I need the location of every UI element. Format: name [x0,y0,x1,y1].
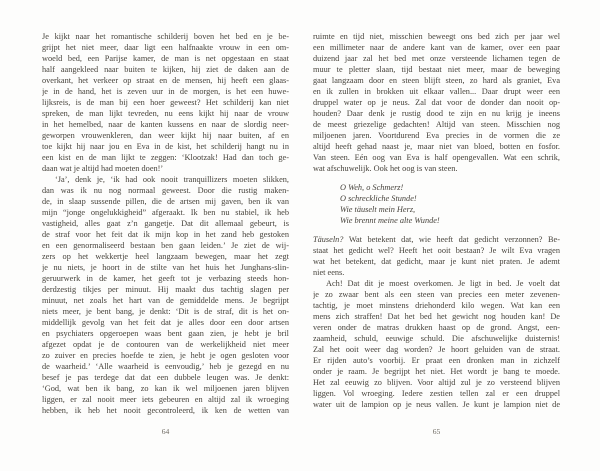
text-line: toe kijkt hij naar jou en Eva in de kist, het schilderij hangt nu in [42,142,289,151]
text-line: je zo zwaar bent als een steen van precies een meter zevenen- [313,290,560,299]
text-line: de waarheid.’ ‘Alle waarheid is eenvoudig,’ heb je gezegd en nu [42,362,289,371]
text-line: grijpt het niet meer, daar ligt een halfnaakte vrouw in een om- [42,43,289,52]
text-line: de meest griezelige gedachten! Altijd van steen. Misschien nog [313,120,560,129]
text-line: water uit de lampion op je neus vallen. Je kunt je lampion niet de [313,400,560,409]
text-line: mijn “jonge ongelukkigheid” afgeraakt. Ik ben nu stabiel, ik heb [42,208,289,217]
text-line: de straf voor het feit dat ik mijn kop in het zand heb gestoken [42,230,289,239]
text-line: mens zich straffen! Dat het bed het gewicht nog houden kan! De [313,312,560,321]
verse-line: Wie brennt meine alte Wunde! [340,216,440,225]
text-line: houden? Daar denk je rustig dood te zijn en nu krijg je ineens [313,109,560,118]
text-line: vastigheid, alles gaat z’n gangetje. Dat dit allemaal gebeurt, is [42,219,289,228]
text-line: in het hemelbed, naar de kanten kussens en naar de slordig neer- [42,120,289,129]
text-line: gaat langzaam door en steen blijft steen, zo hard als graniet, Eva [313,76,560,85]
text-line: spreken, de man lijkt tevreden, nu eens kijkt hij naar de vrouw [42,109,289,118]
text-line: Täuseln? Wat betekent dat, wie heeft dat gedicht verzonnen? Be- [313,235,560,244]
text-line: geworpen vrouwenkleren, dan weer kijkt hij naar buiten, af en [42,131,289,140]
text-line: afgezet opdat je de contouren van de werkelijkheid niet meer [42,340,289,349]
text-line: een kist en de man lijkt te zeggen: ‘Klootzak! Had dan toch ge- [42,153,289,162]
text-line: zo zuiver en precies hoefde te zien, je hebt je ogen gesloten voor [42,351,289,360]
text-line: middellijk gevolg van het feit dat je alles door een door artsen [42,318,289,327]
text-line: daan wat je altijd had moeten doen!’ [42,164,164,173]
text-line: ruimte en tijd niet, misschien beweegt ons bed zich per jaar wel [313,32,560,41]
verse-line: O Weh, o Schmerz! [340,183,404,192]
left-page-text [42,31,289,416]
text-line: niets meer, je bent bang, je denkt: ‘Dit is de straf, dit is het on- [42,307,289,316]
text-line: wat afschuwelijk. Ook het oog is van steen. [313,164,458,173]
text-line: veren onder de matras drukken haast op de grond. Angst, een- [313,323,560,332]
text-line: besef je pas terdege dat dat een dubbele leugen was. Je denkt: [42,373,289,382]
text-line: Het zal eeuwig zo blijven. Voor altijd zul je zo versteend blijven [313,378,560,387]
text-line: en ik zullen in brokken uit elkaar vallen... Daar drupt weer een [313,87,560,96]
text-line: zers op het wekkertje heel langzaam bewegen, maar het zegt [42,252,289,261]
text-line: liggen, er zal nooit meer iets gebeuren en altijd zal ik wroeging [42,395,289,404]
text-line: en een genormaliseerd bestaan ben gaan leiden.’ Je ziet de wij- [42,241,289,250]
text-line: een millimeter naar de andere kant van de kamer, over een paar [313,43,560,52]
verse-line: Wie täuselt mein Herz, [340,205,416,214]
right-page-text [313,31,560,410]
right-page-number: 65 [432,427,441,436]
text-line: minuut, net zoals het hart van de gemiddelde mens. Je begrijpt [42,296,289,305]
text-line: niet eens. [313,268,345,277]
text-line: Er rijden auto’s voorbij. Er praat een dronken man in zichzelf [313,356,560,365]
text-line: staat het gedicht wel? Heeft het ooit bestaan? Je wilt Eva vragen [313,246,560,255]
text-line: Je kijkt naar het romantische schilderij boven het bed en je be- [42,32,289,41]
text-line: dan was ik nu nog normaal geweest. Door die rustig maken- [42,186,289,195]
line-gap [313,174,560,182]
text-line: ‘Ja’, denk je, ‘ik had ook nooit tranquillizers moeten slikken, [55,175,289,184]
text-line: Van steen. Eén oog van Eva is half opengevallen. Wat een schrik, [313,153,560,162]
text-line: tachtig, je moet minstens driehonderd kilo wegen. Wat kan een [313,301,560,310]
text-line: duizend jaar zal het bed met onze versteende lichamen tegen de [313,54,560,63]
text-line: Ach! Dat dit je moest overkomen. Je ligt in bed. Je voelt dat [326,279,560,288]
text-line: onder je raam. Je begrijpt het niet. Het wordt je bang te moede. [313,367,560,376]
text-line: half aangekleed naar buiten te kijken, hij ziet de daken aan de [42,65,289,74]
text-line: Zal het ooit weer dag worden? Je hoort geluiden van de straat. [313,345,560,354]
text-line: woeld bed, een Parijse kamer, de man is net opgestaan en staat [42,54,289,63]
text-line: je nu niets, je hoort in de stilte van het huis het Junghans-slin- [42,263,289,272]
text-line: zaamheid, schuld, eeuwige schuld. Die afschuwelijke duisternis! [313,334,560,343]
text-line: derdzestig tikjes per minuut. Hij maakt dus tachtig slagen per [42,285,289,294]
text-line: de, in slaap sussende pillen, die de artsen mij gaven, ben ik van [42,197,289,206]
text-line: liggen. Vol wroeging. Iedere zestien tellen zal er een druppel [313,389,560,398]
text-line: je in de hand, het is zeven uur in de morgen, is het een huwe- [42,87,289,96]
text-line: overkant, het verkeer op straat en de mensen, hij heeft een glaas- [42,76,289,85]
text-line: druppel water op je neus. Zal dat voor de donder dan nooit op- [313,98,560,107]
text-line: wat het betekent, dat gedicht, maar je kunt niet praten. Je ademt [313,257,560,266]
text-line: hebben, ik heb het nooit gecontroleerd, ik ken de wetten van [42,406,289,415]
line-gap [313,226,560,234]
verse-line: O schreckliche Stunde! [340,194,417,203]
text-line: en psychiaters opgeroepen waas bent gaan zien, je hebt je bril [42,329,289,338]
text-line: lijksreis, is de man bij een hoer geweest? Het schilderij kan niet [42,98,289,107]
text-line: altijd heeft gehad naast je, maar niet van bloed, botten en fosfor. [313,142,560,151]
text-line: muur te pletter slaan, tijd bestaat niet meer, maar de beweging [313,65,560,74]
text-line: miljoenen jaren. Voortdurend Eva precies in de vormen die ze [313,131,560,140]
text-line: geruurwerk in de kamer, het geeft tot je verbazing steeds hon- [42,274,289,283]
left-page-number: 64 [161,427,170,436]
text-line: ‘God, wat ben ik bang, zo kan ik wel miljoenen jaren blijven [42,384,289,393]
